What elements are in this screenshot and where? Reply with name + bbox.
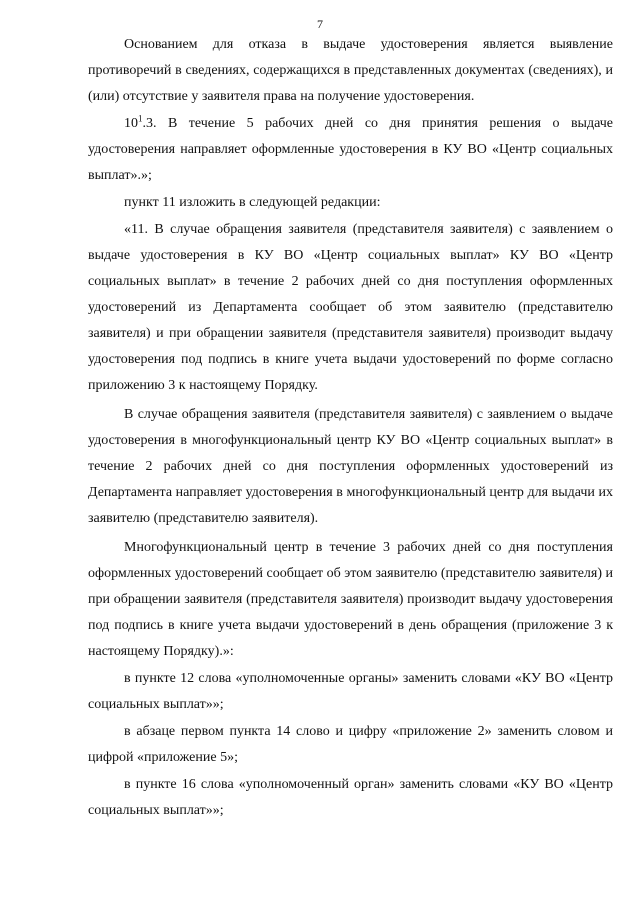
document-body xyxy=(88,32,613,825)
paragraph-item-11: «11. В случае обращения заявителя (представителя заявителя) с заявлением о выдаче удостоверения в КУ ВО «Центр социальных выплат» КУ ВО «Центр социальных выплат» в течение 2 рабочих дней со дня поступления оформленных удостоверений из Департамента сообщает об этом заявителю (представителю заявителя) и при обращении заявителя (представителя заявителя) производит выдачу удостоверения под подпись в книге учета выдачи удостоверений по форме согласно приложению 3 к настоящему Порядку. xyxy=(88,222,613,393)
paragraph-refusal-grounds: Основанием для отказа в выдаче удостоверения является выявление противоречий в сведениях, содержащихся в представленных документах (сведениях), и (или) отсутствие у заявителя права на получение удостоверения. xyxy=(88,37,613,104)
clause-superscript: 1 xyxy=(138,113,143,124)
clause-number: 10 xyxy=(124,116,138,131)
paragraph-clause-10-1-3 xyxy=(88,111,613,189)
paragraph-item-14: в абзаце первом пункта 14 слово и цифру «приложение 2» заменить словом и цифрой «приложение 5»; xyxy=(88,724,613,765)
paragraph-mfc-notification: Многофункциональный центр в течение 3 рабочих дней со дня поступления оформленных удостоверений сообщает об этом заявителю (представителю заявителя) и при обращении заявителя (представителя заявителя) производит выдачу удостоверения под подпись в книге учета выдачи удостоверений в день обращения (приложение 3 к настоящему Порядку).»: xyxy=(88,540,613,659)
paragraph-item-11-intro: пункт 11 изложить в следующей редакции: xyxy=(124,195,381,210)
page-number: 7 xyxy=(317,17,323,31)
paragraph-mfc-application: В случае обращения заявителя (представителя заявителя) с заявлением о выдаче удостоверения в многофункциональный центр КУ ВО «Центр социальных выплат» в течение 2 рабочих дней со дня поступления оформленных удостоверений из Департамента направляет удостоверения в многофункциональный центр для выдачи их заявителю (представителю заявителя). xyxy=(88,407,613,526)
clause-text: .3. В течение 5 рабочих дней со дня принятия решения о выдаче удостоверения направляет оформленные удостоверения в КУ ВО «Центр социальных выплат».»; xyxy=(88,116,613,183)
paragraph-item-12: в пункте 12 слова «уполномоченные органы» заменить словами «КУ ВО «Центр социальных выплат»»; xyxy=(88,671,613,712)
paragraph-item-16: в пункте 16 слова «уполномоченный орган» заменить словами «КУ ВО «Центр социальных выплат»»; xyxy=(88,777,613,818)
